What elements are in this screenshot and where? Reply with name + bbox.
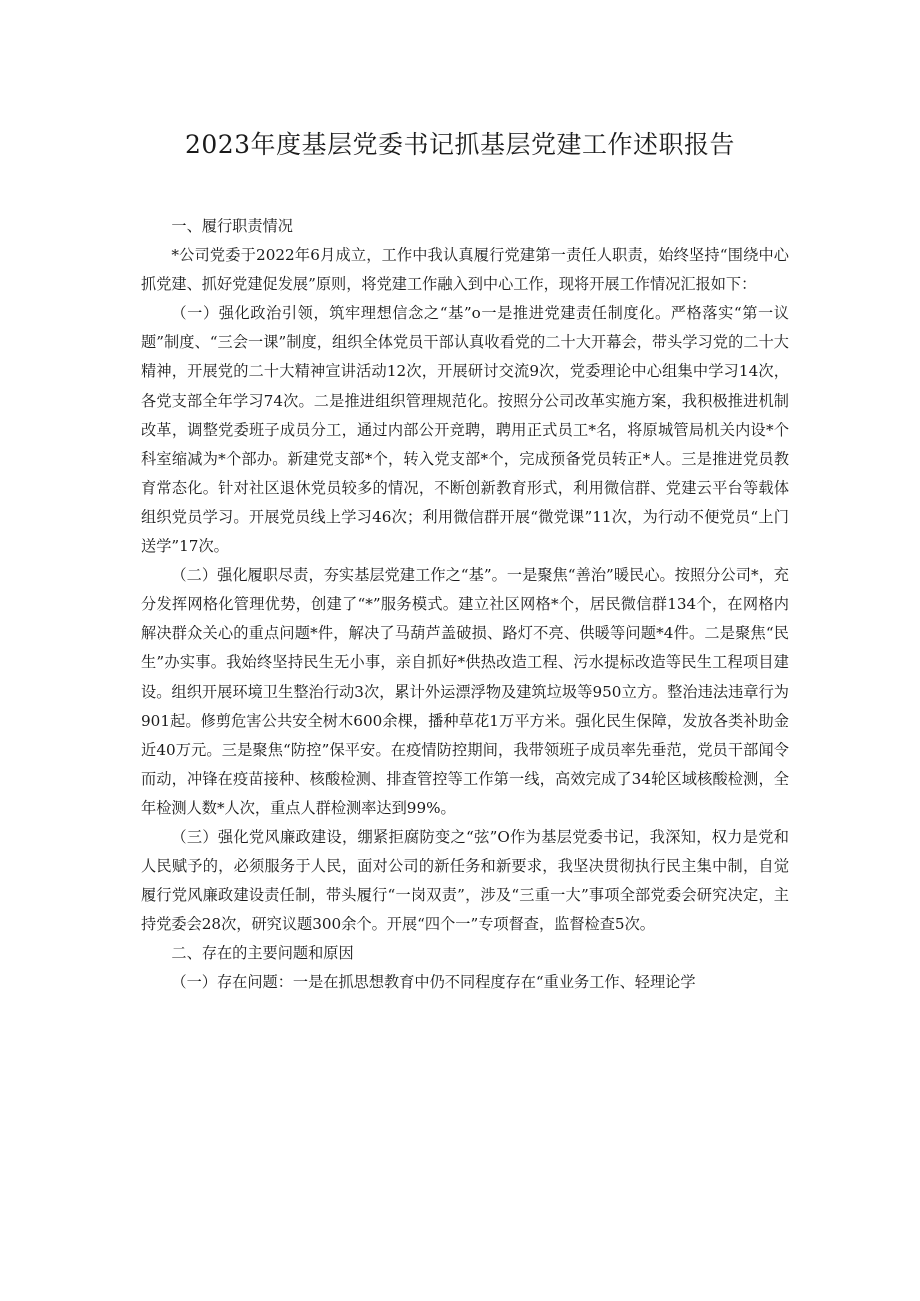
document-title: 2023年度基层党委书记抓基层党建工作述职报告 <box>184 130 736 159</box>
paragraph-intro: *公司党委于2022年6月成立，工作中我认真履行党建第一责任人职责，始终坚持“围绕中心抓党建、抓好党建促发展”原则，将党建工作融入到中心工作，现将开展工作情况汇报如下： <box>141 246 789 294</box>
paragraph-duty-performance: （二）强化履职尽责，夯实基层党建工作之“基”。一是聚焦“善治”暖民心。按照分公司*，充分发挥网格化管理优势，创建了“*”服务模式。建立社区网格*个，居民微信群134个，在网格内解决群众关心的重点问题*件，解决了马葫芦盖破损、路灯不亮、供暖等问题*4件。二是聚焦“民生”办实事。我始终坚持民生无小事，亲自抓好*供热改造工程、污水提标改造等民生工程项目建设。组织开展环境卫生整治行动3次，累计外运漂浮物及建筑垃圾等950立方。整治违法违章行为901起。修剪危害公共安全树木600余棵，播种草花1万平方米。强化民生保障，发放各类补助金近40万元。三是聚焦“防控”保平安。在疫情防控期间，我带领班子成员率先垂范，党员干部闻令而动，冲锋在疫苗接种、核酸检测、排查管控等工作第一线，高效完成了34轮区域核酸检测，全年检测人数*人次，重点人群检测率达到99%。 <box>141 566 789 817</box>
paragraph-problems: （一）存在问题：一是在抓思想教育中仍不同程度存在“重业务工作、轻理论学 <box>171 973 696 992</box>
paragraph-political-guidance: （一）强化政治引领，筑牢理想信念之“基”o一是推进党建责任制度化。严格落实“第一议题”制度、“三会一课”制度，组织全体党员干部认真收看党的二十大开幕会，带头学习党的二十大精神，开展党的二十大精神宣讲活动12次，开展研讨交流9次，党委理论中心组集中学习14次，各党支部全年学习74次。二是推进组织管理规范化。按照分公司改革实施方案，我积极推进机制改革，调整党委班子成员分工，通过内部公开竞聘，聘用正式员工*名，将原城管局机关内设*个科室缩减为*个部办。新建党支部*个，转入党支部*个，完成预备党员转正*人。三是推进党员教育常态化。针对社区退休党员较多的情况，不断创新教育形式，利用微信群、党建云平台等载体组织党员学习。开展党员线上学习46次；利用微信群开展“微党课”11次，为行动不便党员“上门送学”17次。 <box>141 304 789 556</box>
paragraph-integrity-building: （三）强化党风廉政建设，绷紧拒腐防变之“弦”O作为基层党委书记，我深知，权力是党和人民赋予的，必须服务于人民，面对公司的新任务和新要求，我坚决贯彻执行民主集中制，自觉履行党风廉政建设责任制，带头履行“一岗双责”，涉及“三重一大”事项全部党委会研究决定，主持党委会28次，研究议题300余个。开展“四个一”专项督查，监督检查5次。 <box>141 827 789 934</box>
document-body <box>141 212 789 998</box>
section-heading: 二、存在的主要问题和原因 <box>171 944 354 963</box>
section-heading: 一、履行职责情况 <box>171 217 293 235</box>
